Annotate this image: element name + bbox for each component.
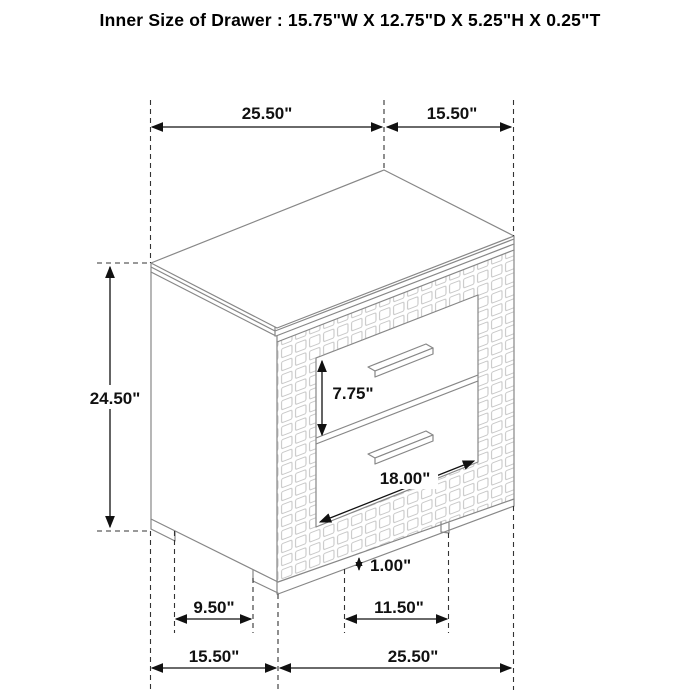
dim-side-leg-spacing: [176, 598, 251, 619]
dim-label-overall-height: 24.50": [89, 389, 141, 408]
nightstand: [151, 170, 514, 594]
dim-label-drawer-front-height: 7.75": [332, 384, 374, 403]
back-left-leg: [151, 529, 175, 541]
dim-top-width: [152, 104, 382, 127]
dim-overall-height: [84, 267, 147, 527]
dim-label-top-width: 25.50": [241, 104, 293, 123]
dim-label-bottom-width: 25.50": [387, 647, 439, 666]
dim-label-base-height: 1.00": [370, 556, 412, 575]
page-title: Inner Size of Drawer : 15.75"W X 12.75"D X 5.25"H X 0.25"T: [99, 10, 601, 30]
dim-label-drawer-opening-width: 18.00": [379, 469, 431, 488]
dim-bottom-width: [280, 647, 511, 668]
dim-front-leg-spacing: [346, 598, 447, 619]
dim-bottom-depth: [152, 647, 276, 668]
dim-label-top-depth: 15.50": [426, 104, 478, 123]
dim-base-height: [359, 556, 411, 575]
front-left-leg: [253, 570, 278, 593]
dim-label-bottom-depth: 15.50": [188, 647, 240, 666]
dim-label-front-leg-spacing: 11.50": [374, 598, 424, 617]
dim-label-side-leg-spacing: 9.50": [193, 598, 235, 617]
dim-top-depth: [387, 104, 511, 127]
